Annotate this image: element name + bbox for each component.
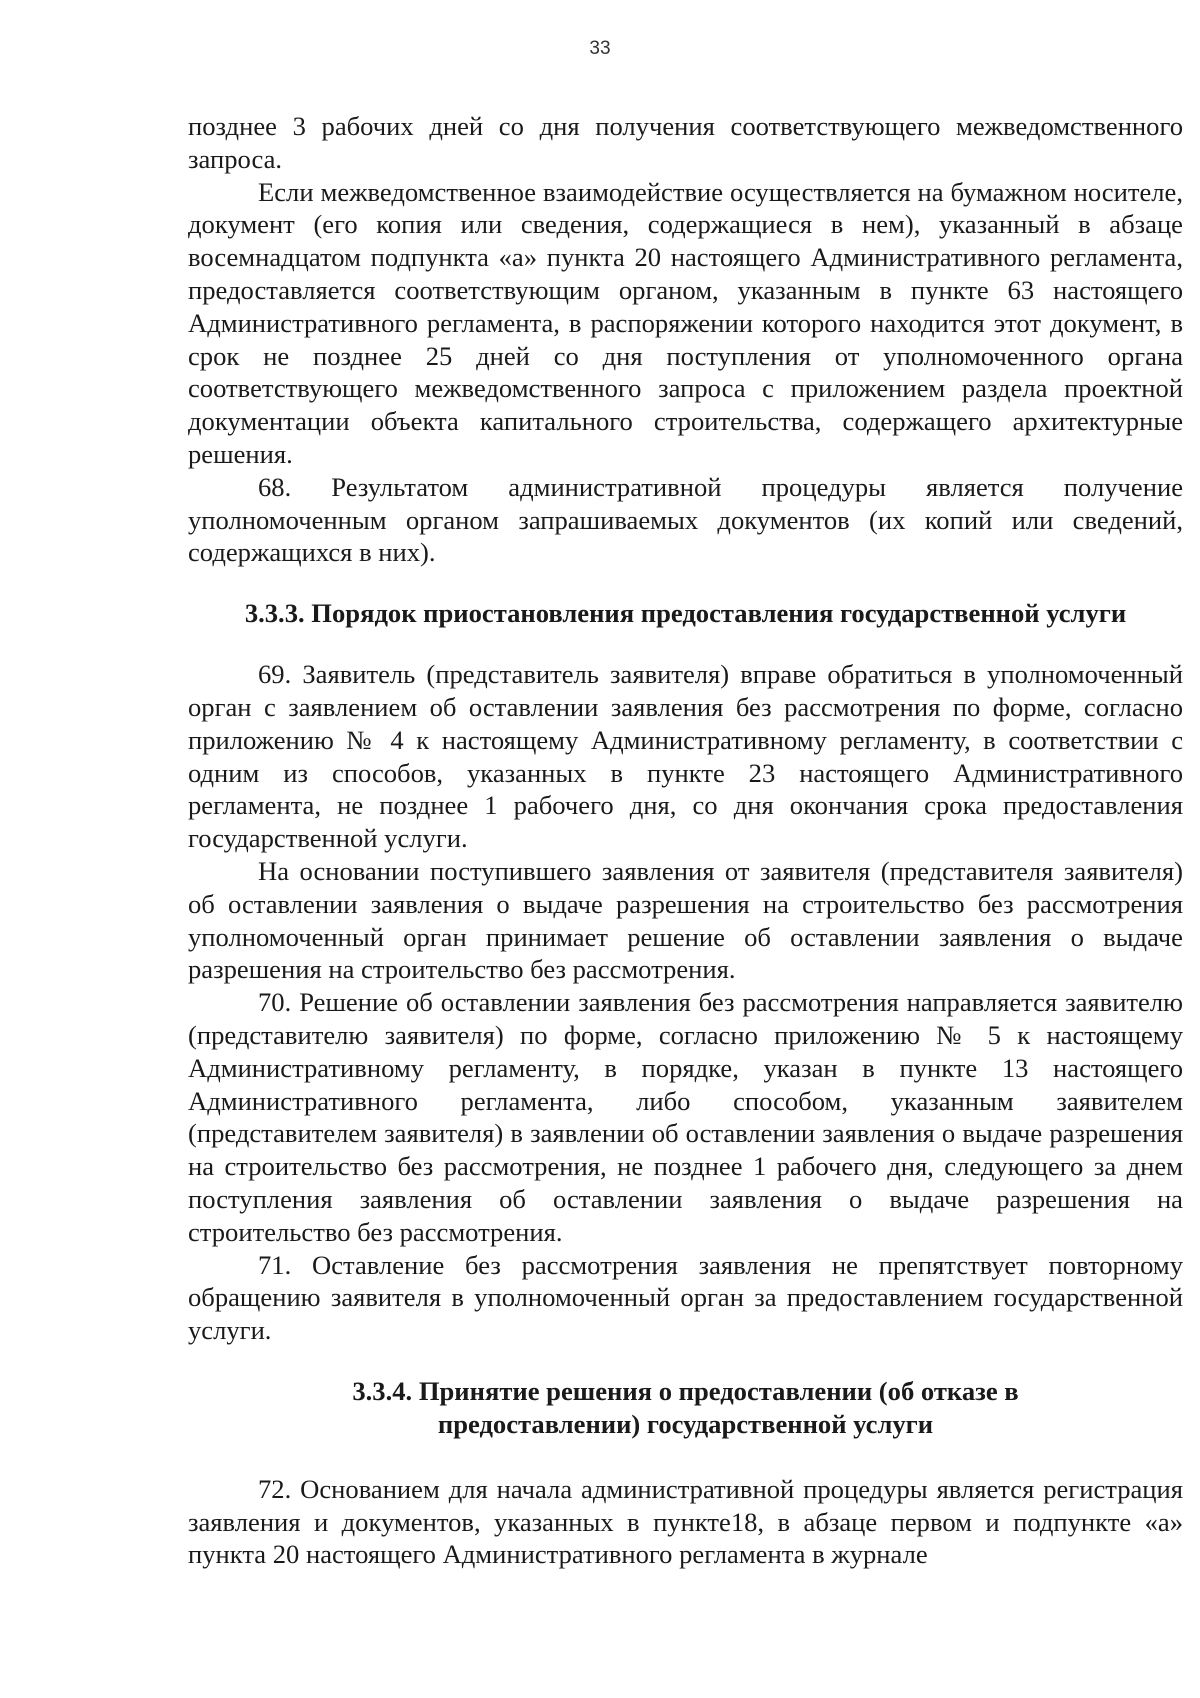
heading-line: 3.3.4. Принятие решения о предоставлении (об отказе в [352, 1375, 1019, 1406]
paragraph-69: 69. Заявитель (представитель заявителя) вправе обратиться в уполномоченный орган с заявлением об оставлении заявления без рассмотрения по форме, согласно приложению № 4 к настоящему Административному регламенту, в соответствии с одним из способов, указанных в пункте 23 настоящего Административного регламента, не позднее 1 рабочего дня, со дня окончания срока предоставления государственной услуги. [188, 659, 1183, 854]
section-heading-3-3-4 [188, 1375, 1183, 1441]
document-body [188, 110, 1183, 1571]
page-number: 33 [589, 38, 611, 59]
paragraph-72: 72. Основанием для начала административной процедуры является регистрация заявления и документов, указанных в пункте18, в абзаце первом и подпункте «а» пункта 20 настоящего Административного регламента в журнале [188, 1473, 1183, 1570]
paragraph: позднее 3 рабочих дней со дня получения соответствующего межведомственного запроса. [188, 111, 1183, 174]
section-heading-3-3-3: 3.3.3. Порядок приостановления предоставления государственной услуги [244, 598, 1127, 629]
paragraph: На основании поступившего заявления от заявителя (представителя заявителя) об оставлении заявления о выдаче разрешения на строительство без рассмотрения уполномоченный орган принимает решение об оставлении заявления о выдаче разрешения на строительство без рассмотрения. [188, 855, 1183, 985]
paragraph-68: 68. Результатом административной процедуры является получение уполномоченным органом запрашиваемых документов (их копий или сведений, содержащихся в них). [188, 471, 1183, 568]
heading-line: предоставлении) государственной услуги [437, 1408, 934, 1439]
paragraph-70: 70. Решение об оставлении заявления без рассмотрения направляется заявителю (представителю заявителя) по форме, согласно приложению № 5 к настоящему Административному регламенту, в порядке, указан в пункте 13 настоящего Административного регламента, либо способом, указанным заявителем (представителем заявителя) в заявлении об оставлении заявления о выдаче разрешения на строительство без рассмотрения, не позднее 1 рабочего дня, следующего за днем поступления заявления об оставлении заявления о выдаче разрешения на строительство без рассмотрения. [188, 987, 1183, 1247]
paragraph: Если межведомственное взаимодействие осуществляется на бумажном носителе, документ (его копия или сведения, содержащиеся в нем), указанный в абзаце восемнадцатом подпункта «а» пункта 20 настоящего Административного регламента, предоставляется соответствующим органом, указанным в пункте 63 настоящего Административного регламента, в распоряжении которого находится этот документ, в срок не позднее 25 дней со дня поступления от уполномоченного органа соответствующего межведомственного запроса с приложением раздела проектной документации объекта капитального строительства, содержащего архитектурные решения. [188, 176, 1183, 469]
paragraph-71: 71. Оставление без рассмотрения заявления не препятствует повторному обращению заявителя в уполномоченный орган за предоставлением государственной услуги. [188, 1249, 1183, 1346]
